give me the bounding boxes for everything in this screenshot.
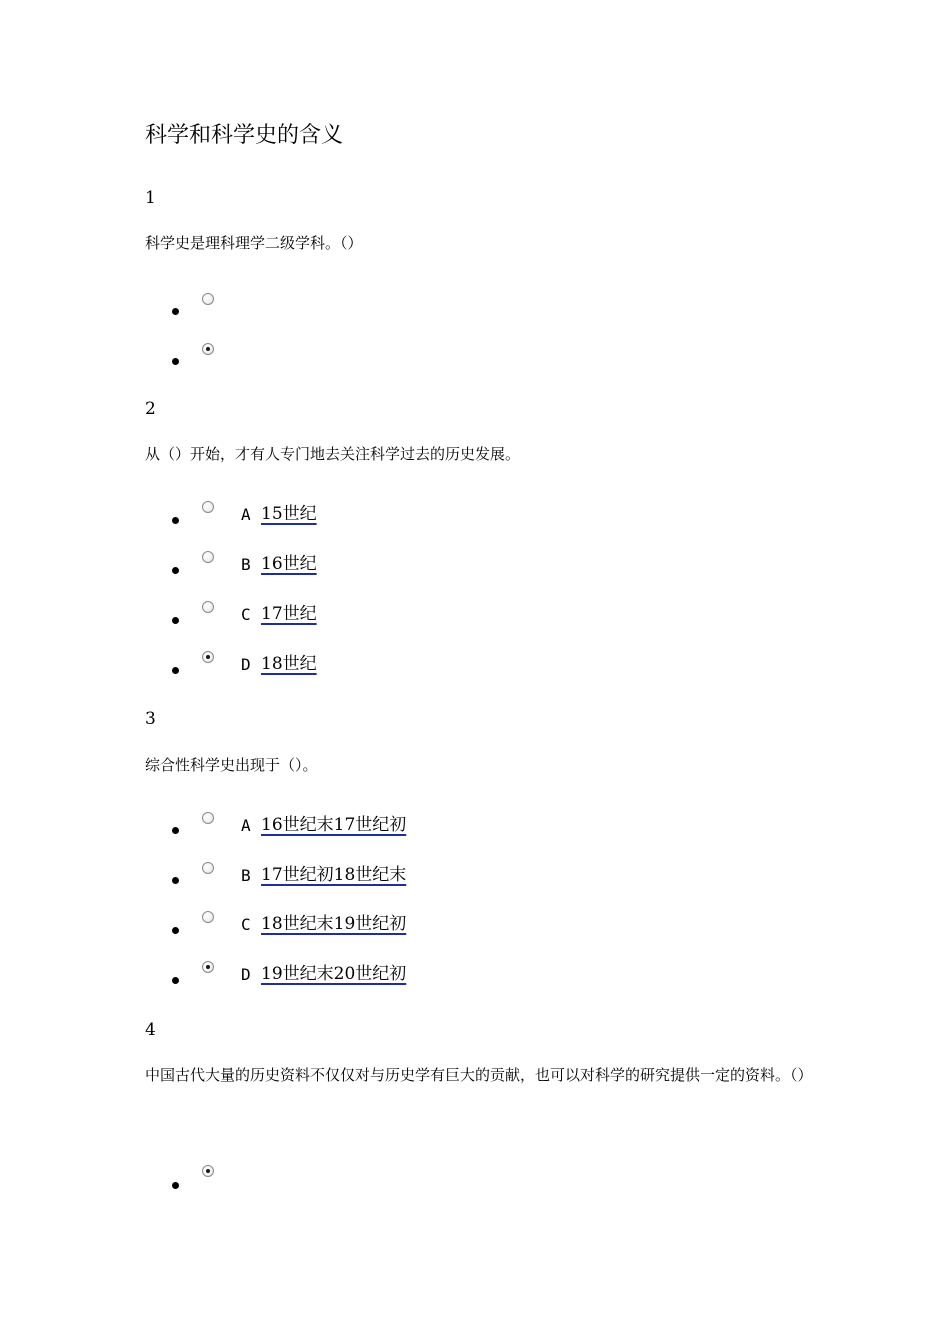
radio-dot-icon [206,655,210,659]
bullet-icon [172,567,179,574]
radio-button-selected[interactable] [202,1165,214,1177]
bullet-icon [172,308,179,315]
option-link[interactable]: 18世纪 [261,654,317,674]
option-letter: A [241,816,251,835]
radio-dot-icon [206,347,210,351]
bullet-icon [172,517,179,524]
question-text: 综合性科学史出现于（）。 [145,756,318,774]
question-number: 2 [145,399,156,419]
radio-button[interactable] [202,862,214,874]
option-link[interactable]: 17世纪 [261,604,317,624]
bullet-icon [172,927,179,934]
bullet-icon [172,877,179,884]
radio-button-selected[interactable] [202,343,214,355]
question-number: 3 [145,709,156,729]
radio-button[interactable] [202,551,214,563]
option-letter: A [241,505,251,524]
radio-button-selected[interactable] [202,961,214,973]
option-link[interactable]: 16世纪 [261,554,317,574]
bullet-icon [172,667,179,674]
option-letter: B [241,555,251,574]
bullet-icon [172,617,179,624]
radio-button[interactable] [202,601,214,613]
option-link[interactable]: 18世纪末19世纪初 [261,914,407,934]
bullet-icon [172,1182,179,1189]
radio-dot-icon [206,1169,210,1173]
page-title: 科学和科学史的含义 [145,123,344,148]
bullet-icon [172,827,179,834]
bullet-icon [172,358,179,365]
option-letter: D [241,965,251,984]
question-number: 4 [145,1020,156,1040]
bullet-icon [172,977,179,984]
question-text: 从（）开始，才有人专门地去关注科学过去的历史发展。 [145,445,521,463]
radio-dot-icon [206,965,210,969]
option-letter: B [241,866,251,885]
option-link[interactable]: 16世纪末17世纪初 [261,815,407,835]
option-link[interactable]: 15世纪 [261,504,317,524]
question-number: 1 [145,188,156,208]
option-letter: C [241,605,251,624]
option-letter: D [241,655,251,674]
radio-button-selected[interactable] [202,651,214,663]
option-link[interactable]: 17世纪初18世纪末 [261,865,407,885]
radio-button[interactable] [202,812,214,824]
option-link[interactable]: 19世纪末20世纪初 [261,964,407,984]
radio-button[interactable] [202,293,214,305]
option-letter: C [241,915,251,934]
question-text: 科学史是理科理学二级学科。（） [145,234,363,252]
radio-button[interactable] [202,911,214,923]
radio-button[interactable] [202,501,214,513]
question-text: 中国古代大量的历史资料不仅仅对与历史学有巨大的贡献，也可以对科学的研究提供一定的资料。（） [145,1066,813,1084]
